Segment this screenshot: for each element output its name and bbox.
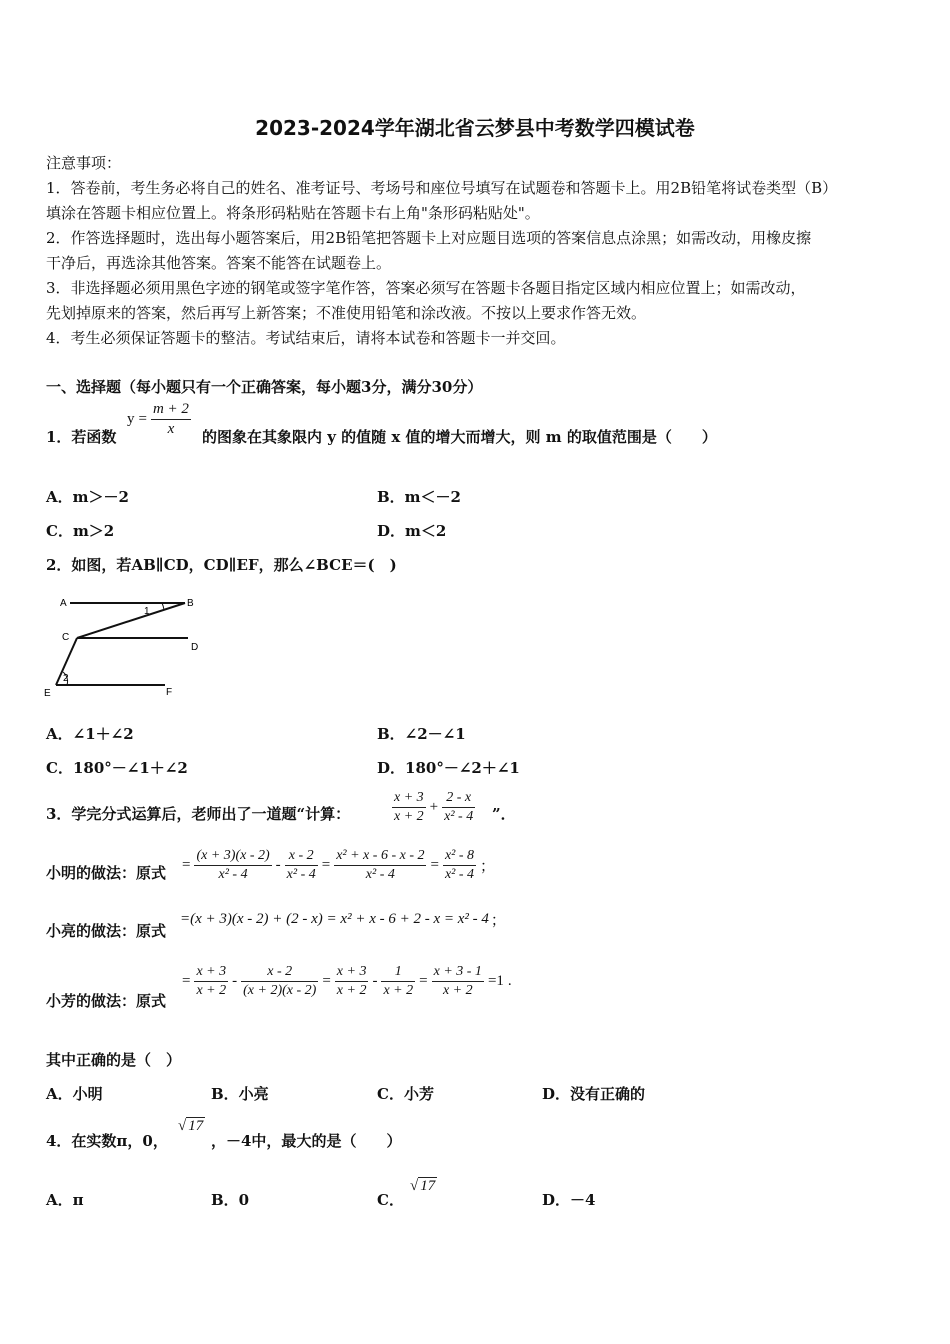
question-1-option-d[interactable]: D．m＜2 <box>377 522 447 540</box>
formula-y: y <box>127 411 135 427</box>
question-1-option-b[interactable]: B．m＜－2 <box>377 488 461 506</box>
point-label-f: F <box>166 687 173 698</box>
xiaoliang-label: 小亮的做法：原式 <box>46 922 167 940</box>
point-label-c: C <box>62 632 70 643</box>
question-1-option-c[interactable]: C．m＞2 <box>46 522 115 540</box>
question-3-which: 其中正确的是（ ） <box>46 1051 182 1069</box>
question-3-prefix: 3．学完分式运算后，老师出了一道题“计算： <box>46 805 351 823</box>
point-label-d: D <box>191 642 199 653</box>
question-4-prefix: 4．在实数π，0， <box>46 1132 168 1150</box>
notice-line: 填涂在答题卡相应位置上。将条形码粘贴在答题卡右上角"条形码粘贴处"。 <box>46 204 540 222</box>
question-4-option-c[interactable]: C． <box>377 1191 404 1209</box>
question-2-stem: 2．如图，若AB∥CD，CD∥EF，那么∠BCE＝( ) <box>46 556 397 574</box>
question-2-option-d[interactable]: D．180°－∠2＋∠1 <box>377 759 520 777</box>
question-3-option-c[interactable]: C．小芳 <box>377 1085 434 1103</box>
question-3-option-a[interactable]: A．小明 <box>46 1085 103 1103</box>
xiaoliang-work: =(x + 3)(x - 2) + (2 - x) = x² + x - 6 + 2 - x = x² - 4 ； <box>180 910 506 929</box>
angle-label-1: 1 <box>144 606 150 617</box>
question-1-prefix: 1．若函数 <box>46 428 117 446</box>
question-1-option-a[interactable]: A．m＞－2 <box>46 488 129 506</box>
question-2-option-b[interactable]: B．∠2－∠1 <box>377 725 466 743</box>
question-4-sqrt: √ 17 <box>178 1118 204 1134</box>
question-3-option-d[interactable]: D．没有正确的 <box>542 1085 646 1103</box>
point-label-e: E <box>44 688 51 699</box>
notice-line: 1．答卷前，考生务必将自己的姓名、准考证号、考场号和座位号填写在试题卷和答题卡上。用2B铅笔将试卷类型（B） <box>46 179 838 197</box>
angle-label-2: 2 <box>63 673 69 684</box>
xiaoming-label: 小明的做法：原式 <box>46 864 167 882</box>
xiaofang-label: 小芳的做法：原式 <box>46 992 167 1010</box>
notice-line: 干净后，再选涂其他答案。答案不能答在试题卷上。 <box>46 254 392 272</box>
point-label-b: B <box>187 598 194 609</box>
question-2-figure <box>40 592 210 702</box>
question-4-suffix: ，－4中，最大的是（ ） <box>211 1132 402 1150</box>
notice-line: 2．作答选择题时，选出每小题答案后，用2B铅笔把答题卡上对应题目选项的答案信息点涂黑；如需改动，用橡皮擦 <box>46 229 812 247</box>
point-label-a: A <box>60 598 67 609</box>
question-3-expression: $\frac{x + 3}{x + 2}$ + $\frac{2 - x}{\text{x² - 4}}$ <box>394 790 474 824</box>
fraction-denominator: x <box>167 421 175 437</box>
page-title: 2023-2024学年湖北省云梦县中考数学四模试卷 <box>255 116 695 140</box>
notice-line: 先划掉原来的答案，然后再写上新答案；不准使用铅笔和涂改液。不按以上要求作答无效。 <box>46 304 647 322</box>
notice-line: 4．考生必须保证答题卡的整洁。考试结束后，请将本试卷和答题卡一并交回。 <box>46 329 566 347</box>
question-4-option-a[interactable]: A．π <box>46 1191 84 1209</box>
question-3-option-b[interactable]: B．小亮 <box>211 1085 269 1103</box>
question-1-formula: y = $\frac{m + 2}{x}$ <box>127 401 189 437</box>
question-2-option-a[interactable]: A．∠1＋∠2 <box>46 725 134 743</box>
question-4-option-c-sqrt: √ 17 <box>410 1178 436 1194</box>
fraction-numerator: m + 2 <box>151 400 191 420</box>
notice-heading: 注意事项： <box>46 154 122 172</box>
xiaoming-work: = $\frac{(x + 3)(x - 2)}{\text{x² - 4}}$ - $\frac{x - 2}{\text{x² - 4}}$ = $\frac{\text{x² + x - 6 - x - 2}}{\text{x² - 4}}$ = $\frac{\text{x² - 8}}{\text{x² - 4}}$ ； <box>182 848 496 882</box>
question-1-suffix: 的图象在其象限内 y 的值随 x 值的增大而增大，则 m 的取值范围是（ ） <box>202 428 717 446</box>
question-3-suffix: ”． <box>492 805 516 823</box>
notice-line: 3．非选择题必须用黑色字迹的钢笔或签字笔作答，答案必须写在答题卡各题目指定区域内相应位置上；如需改动， <box>46 279 806 297</box>
question-4-option-d[interactable]: D．－4 <box>542 1191 596 1209</box>
xiaofang-work: = $\frac{x + 3}{x + 2}$ - $\frac{x - 2}{(x + 2)(x - 2)}$ = $\frac{x + 3}{x + 2}$ - $\frac{1}{x + 2}$ = $\frac{x + 3 - 1}{x + 2}$ =1 . <box>182 964 512 998</box>
question-2-option-c[interactable]: C．180°－∠1＋∠2 <box>46 759 188 777</box>
question-4-option-b[interactable]: B．0 <box>211 1191 250 1209</box>
section-heading: 一、选择题（每小题只有一个正确答案，每小题3分，满分30分） <box>46 378 483 396</box>
